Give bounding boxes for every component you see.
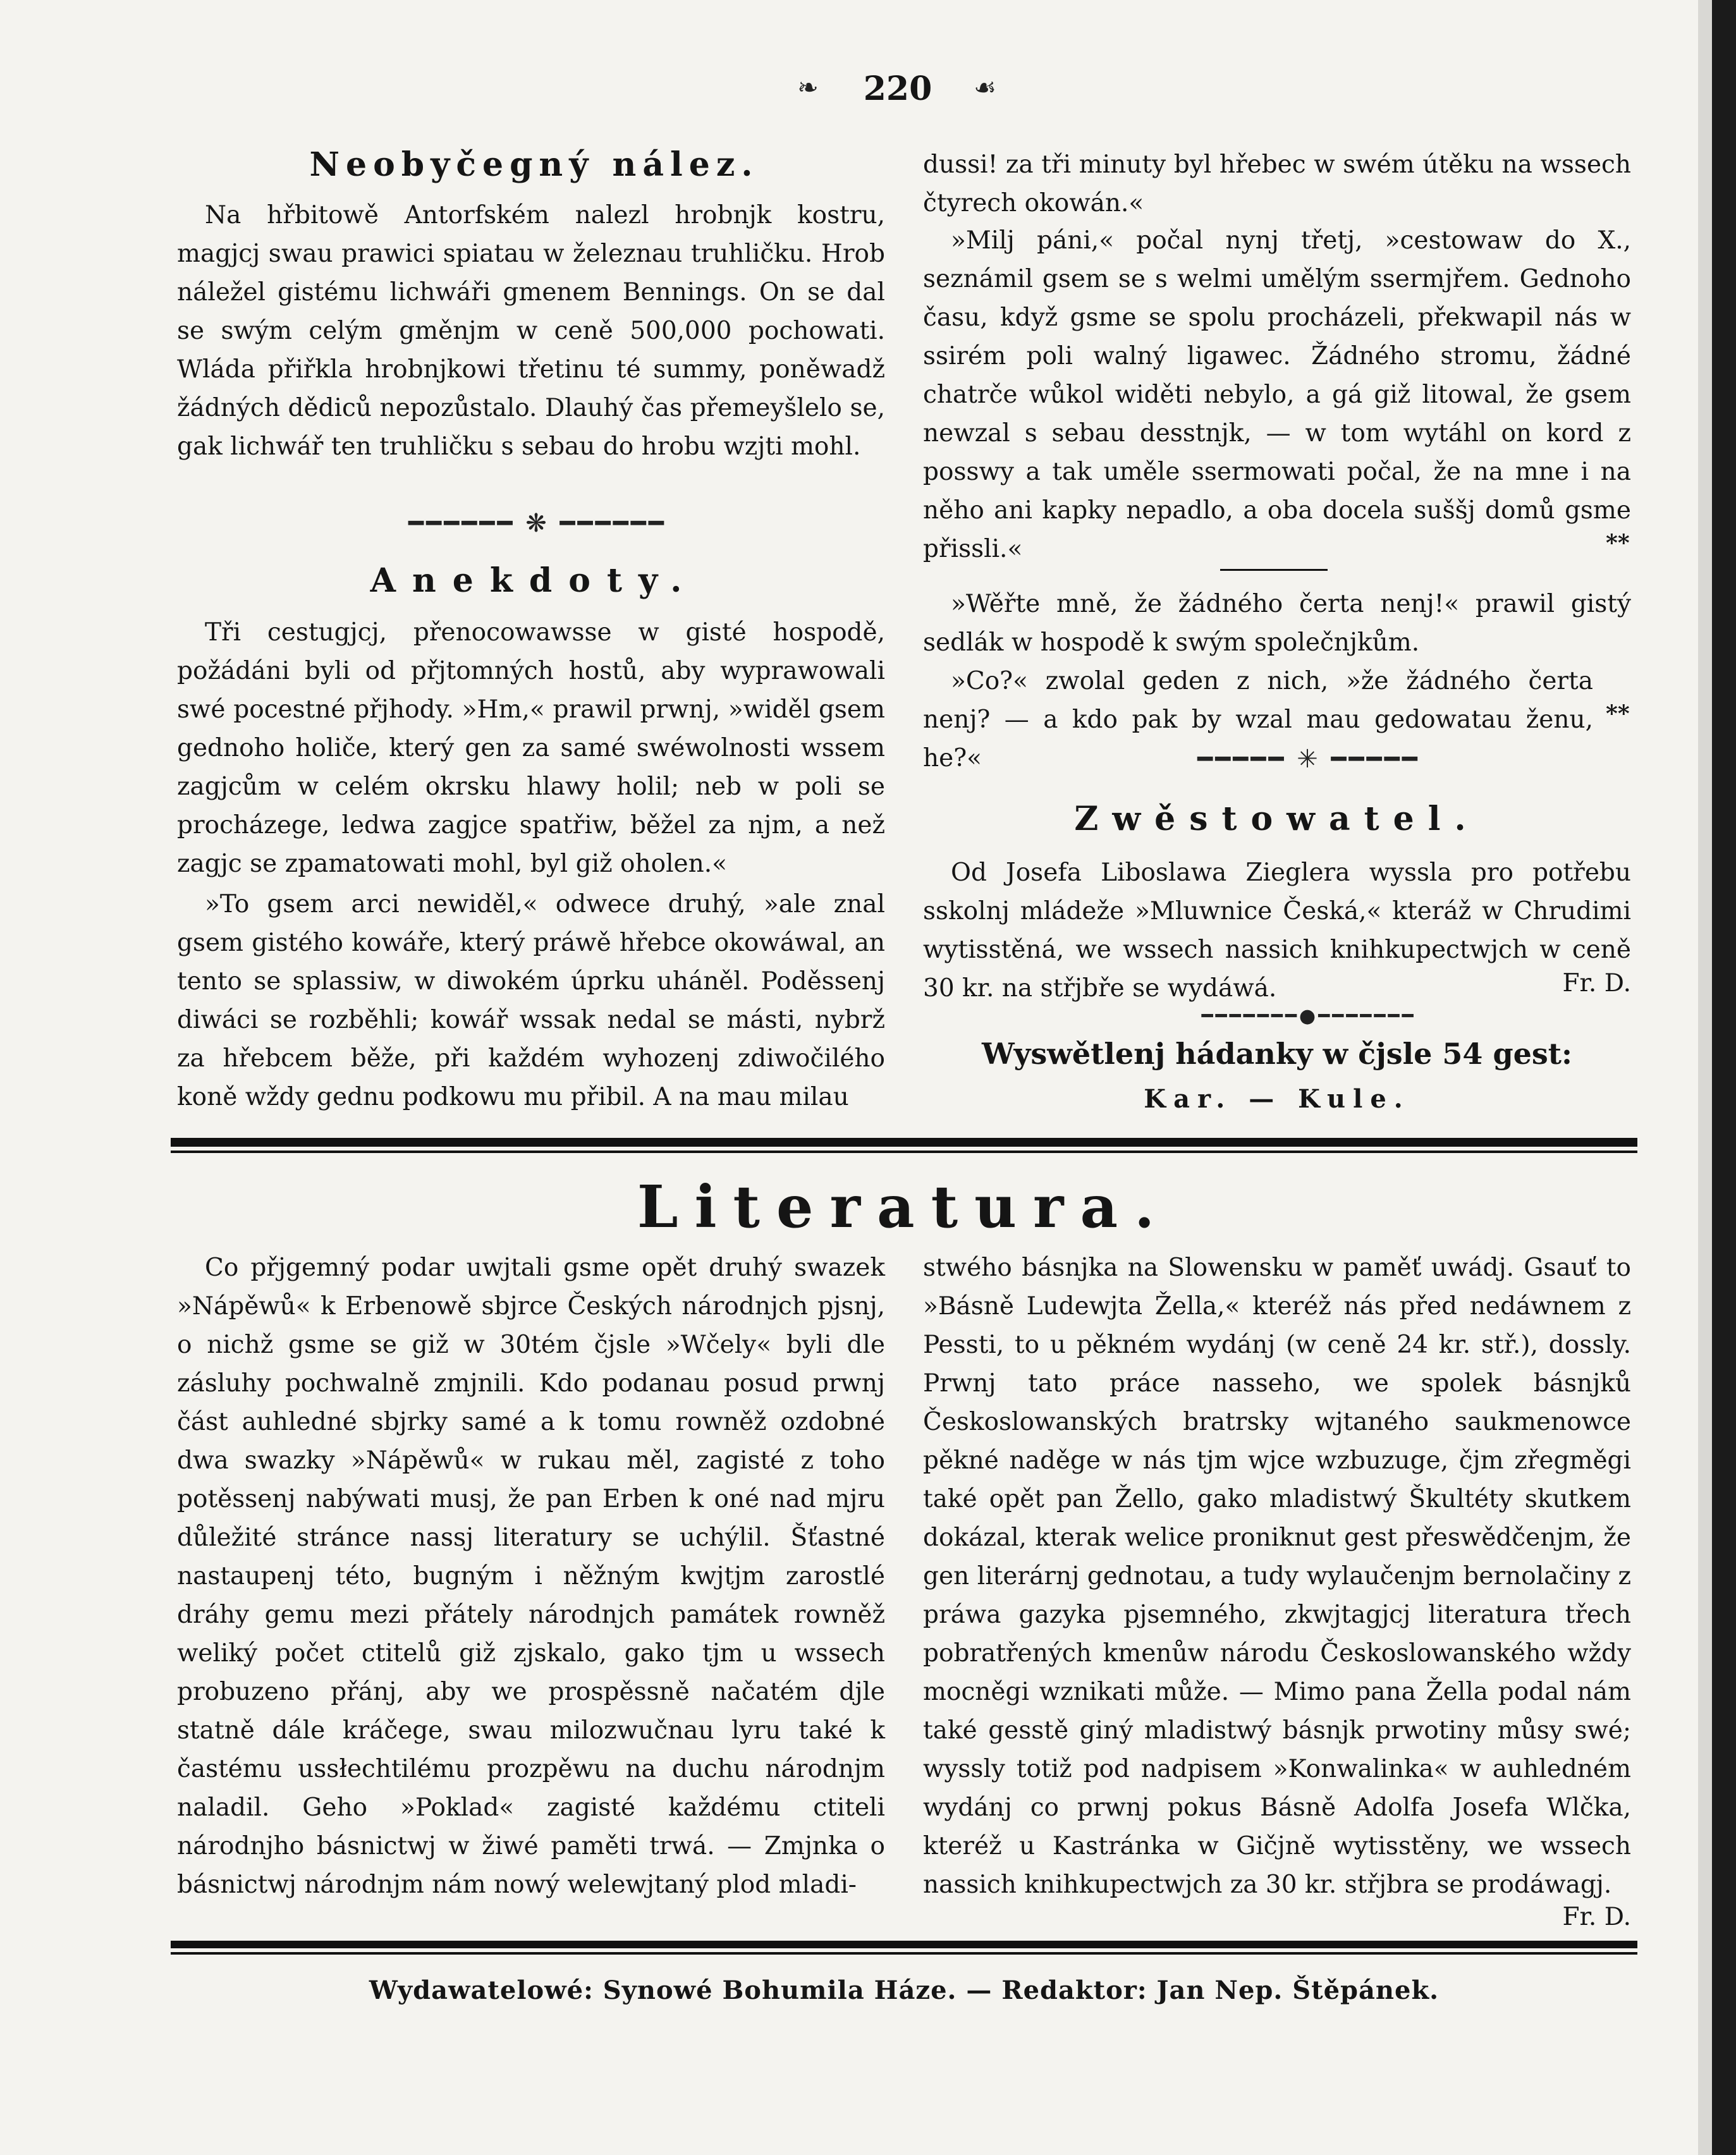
- ornament-divider-icon: ━━━━━━ ❋ ━━━━━━: [408, 509, 666, 538]
- section-title-neobycegny-nalez: Neobyčegný nález.: [309, 145, 759, 184]
- section-rule-thin: [171, 1151, 1637, 1153]
- short-divider: [1220, 569, 1328, 571]
- stars-mark: **: [1606, 530, 1630, 556]
- footer-rule-thin: [171, 1952, 1637, 1955]
- newspaper-page: [177, 70, 1631, 2092]
- paragraph-neobycegny-nalez: Na hřbitowě Antorfském nalezl hrobnjk kostru, magjcj swau prawici spiatau w železnau truhličku. Hrob náležel gistému lichwáři gmenem Bennings. On se dal se swým celým gměnjm w ceně 500,000 pochowati. Wláda přiřkla hrobnjkowi třetinu té summy, poněwadž žádných dědiců nepozůstalo. Dlauhý čas přemeyšlelo se, gak lichwář ten truhličku s sebau do hrobu wzjti mohl.: [177, 201, 885, 461]
- section-title-literatura: Literatura.: [637, 1173, 1171, 1241]
- signature-fr-d: Fr. D.: [1562, 969, 1631, 998]
- paragraph-literatura-left: Co přjgemný podar uwjtali gsme opět druhý swazek »Nápěwů« k Erbenowě sbjrce Českých národnjch pjsnj, o nichž gsme se giž w 30tém čjsle »Wčely« byli dle zásluhy pochwalně zmjnili. Kdo podanau posud prwnj část auhledné sbjrky samé a k tomu rowněž ozdobné dwa swazky »Nápěwů« w rukau měl, zagisté z toho potěssenj nabýwati musj, že pan Erben k oné nad mjru důležité stránce nassj literatury se uchýlil. Šťastné nastaupenj této, bugným i něžným kwjtjm zarostlé dráhy gemu mezi přátely národnjch památek rowněž weliký počet ctitelů giž zjskalo, gako tjm u wssech probuzeno přánj, aby we prospěssně načatém djle statně dále kráčege, swau milozwučnau lyru také k častému ussłechtilému prozpěwu na duchu národnjm naladil. Geho »Poklad« zagisté každému ctiteli národnjho básnictwj w žiwé paměti trwá. — Zmjnka o básnictwj národnjm nám nowý welewjtaný plod mladi-: [177, 1254, 885, 1899]
- paragraph-anekdota-5: »Co?« zwolal geden z nich, »že žádného čerta nenj? — a kdo pak by wzal mau gedowatau ženu, he?«: [923, 667, 1593, 772]
- ornament-line-icon: ━━━━━━━●━━━━━━━: [1201, 1005, 1416, 1027]
- paragraph-anekdota-1: Tři cestugjcj, přenocowawsse w gisté hospodě, požádáni byli od přjtomných hostů, aby wyprawowali swé pocestné přjhody. »Hm,« prawil prwnj, »widěl gsem gednoho holiče, který gen za samé swéwolnosti wssem zagjcům w celém okrsku hlawy holil; neb w poli se procházege, ledwa zagjce spatřiw, běžel za njm, a než zagjc se zpamatowati mohl, byl giž oholen.«: [177, 618, 885, 878]
- paragraph-anekdota-3: »Milj páni,« počal nynj třetj, »cestowaw do X., seznámil gsem se s welmi umělým ssermjřem. Gednoho času, když gsme se spolu procházeli, překwapil nás w ssirém poli walný ligawec. Žádného stromu, žádné chatrče wůkol widěti nebylo, a gá giž litowal, že gsem newzal s sebau desstnjk, — w tom wytáhl on kord z posswy a tak uměle ssermowati počal, že na mne i na něho ani kapky nepadlo, a oba docela suššj domů gsme přissli.«: [923, 226, 1631, 563]
- paragraph-anekdota-2-continued: dussi! za tři minuty byl hřebec w swém útěku na wssech čtyrech okowán.«: [923, 150, 1631, 217]
- stars-mark-2: **: [1606, 700, 1630, 727]
- riddle-solution-answer: Kar. — Kule.: [1144, 1084, 1410, 1114]
- paragraph-literatura-right: stwého básnjka na Slowensku w paměť uwádj. Gsauť to »Básně Ludewjta Žella,« kteréž nás před nedáwnem z Pessti, to u pěkném wydánj (w ceně 24 kr. stř.), dossly. Prwnj tato práce nasseho, we spolek básnjků Českoslowanských bratrsky wjtaného saukmenowce pěkné naděge w nás tjm wjce wzbuzuge, čjm zřegměgi také opět pan Žello, gako mladistwý Škultéty skutkem dokázal, kterak welice proniknut gest přeswědčenjm, že gen literárnj gednotau, a tudy wylaučenjm bernolačiny z práwa gazyka pjsemného, zkwjtagjcj literatura třech pobratřených kmenůw národu Českoslowanského wždy mocněgi wznikati může. — Mimo pana Žella podal nám také gesstě giný mladistwý básnjk prwotiny můsy swé; wyssly totiž pod nadpisem »Konwalinka« w auhledném wydánj co prwnj pokus Básně Adolfa Josefa Wlčka, kteréž u Kastránka w Gičjně wytisstěny, we wssech nassich knihkupectwjch za 30 kr. střjbra se prodáwagj.: [923, 1254, 1631, 1899]
- right-fleuron-icon: ☙: [974, 73, 999, 102]
- paragraph-zwestowatel: Od Josefa Liboslawa Zieglera wyssla pro potřebu sskolnj mládeže »Mluwnice Česká,« kteráž w Chrudimi wytisstěná, we wssech nassich knihkupectwjch w ceně 30 kr. na střjbře se wydáwá.: [923, 858, 1631, 1003]
- ornament-divider-2-icon: ━━━━━ ✳ ━━━━━: [1197, 745, 1420, 774]
- riddle-solution-line: Wyswětlenj hádanky w čjsle 54 gest:: [981, 1037, 1572, 1071]
- paragraph-anekdota-2: »To gsem arci newiděl,« odwece druhý, »ale znal gsem gistého kowáře, který práwě hřebce okowáwal, an tento se splassiw, w diwokém úprku uháněl. Poděssenj diwáci se rozběhli; kowář wssak nedal se másti, nybrž za hřebcem běže, při každém wyhozenj zdiwočilého koně wždy gednu podkowu mu přibil. A na mau milau: [177, 890, 885, 1111]
- signature-fr-d-2: Fr. D.: [1562, 1903, 1631, 1931]
- section-rule-thick: [171, 1138, 1637, 1147]
- page-number: 220: [863, 70, 932, 108]
- left-fleuron-icon: ❧: [797, 73, 821, 102]
- page-edge: [1698, 0, 1712, 2155]
- section-title-anekdoty: Anekdoty.: [370, 561, 699, 600]
- footer-rule-thick: [171, 1941, 1637, 1948]
- imprint-footer: Wydawatelowé: Synowé Bohumila Háze. — Redaktor: Jan Nep. Štěpánek.: [369, 1975, 1440, 2005]
- paragraph-anekdota-4: »Wěřte mně, že žádného čerta nenj!« prawil gistý sedlák w hospodě k swým společnjkům.: [923, 590, 1631, 657]
- section-title-zwestowatel: Zwěstowatel.: [1074, 800, 1480, 838]
